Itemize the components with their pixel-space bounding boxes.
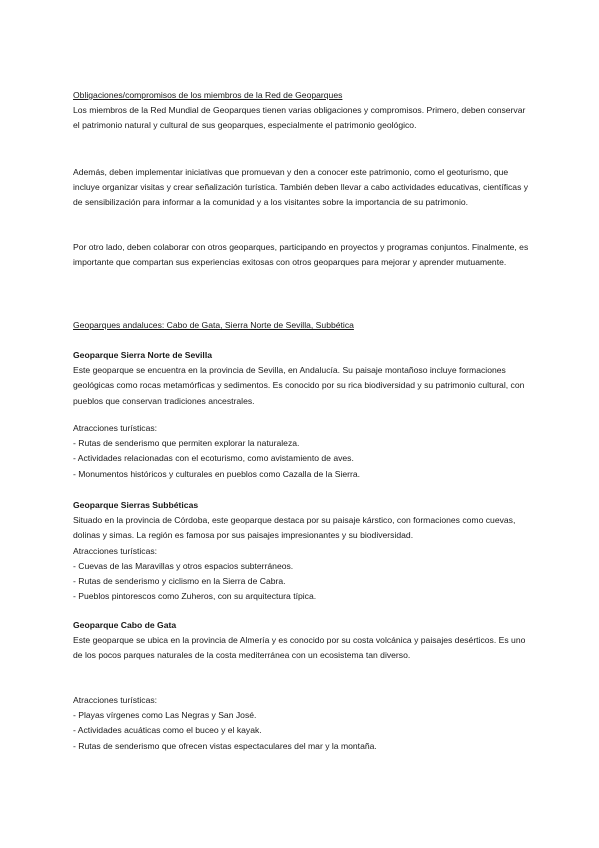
attractions-label: Atracciones turísticas: (73, 545, 158, 556)
geopark-subbeticas (73, 498, 533, 604)
list-item: - Rutas de senderismo que permiten explorar la naturaleza. (73, 438, 300, 449)
andalusia-heading-block (73, 318, 533, 333)
geopark-description: Situado en la provincia de Córdoba, este geoparque destaca por su paisaje kárstico, con formaciones como cuevas, dolinas y simas. La región es famosa por sus paisajes impresionantes y su biodiversidad. (73, 515, 516, 541)
obligations-section (73, 88, 533, 134)
geopark-sierra-norte-attractions (73, 421, 533, 482)
obligations-paragraph-2-block (73, 165, 533, 211)
list-item: - Rutas de senderismo que ofrecen vistas espectaculares del mar y la montaña. (73, 740, 377, 751)
list-item: - Playas vírgenes como Las Negras y San José. (73, 710, 257, 721)
andalusia-heading: Geoparques andaluces: Cabo de Gata, Sierra Norte de Sevilla, Subbética (73, 320, 354, 330)
geopark-title: Geoparque Sierras Subbéticas (73, 500, 199, 510)
attractions-label: Atracciones turísticas: (73, 695, 158, 705)
geopark-description: Este geoparque se ubica en la provincia de Almería y es conocido por su costa volcánica y paisajes desérticos. Es uno de los pocos parques naturales de la costa mediterránea con un ecosistema tan diverso. (73, 635, 526, 661)
obligations-heading: Obligaciones/compromisos de los miembros de la Red de Geoparques (73, 90, 343, 100)
list-item: - Actividades acuáticas como el buceo y el kayak. (73, 725, 262, 736)
obligations-paragraph-1: Los miembros de la Red Mundial de Geoparques tienen varias obligaciones y compromisos. Primero, deben conservar el patrimonio natural y cultural de sus geoparques, especialmente el patrimonio geológico. (73, 105, 526, 131)
attractions-list (73, 559, 533, 605)
list-item: - Actividades relacionadas con el ecoturismo, como avistamiento de aves. (73, 453, 354, 464)
list-item: - Monumentos históricos y culturales en pueblos como Cazalla de la Sierra. (73, 468, 361, 479)
attractions-label: Atracciones turísticas: (73, 423, 158, 433)
attractions-list (73, 708, 533, 754)
obligations-paragraph-2: Además, deben implementar iniciativas que promuevan y den a conocer este patrimonio, como el geoturismo, que incluye organizar visitas y crear señalización turística. También deben llevar a cabo actividades educativas, científicas y de sensibilización para informar a la comunidad y a los visitantes sobre la importancia de su patrimonio. (73, 167, 529, 208)
attractions-list (73, 436, 533, 482)
list-item: - Rutas de senderismo y ciclismo en la Sierra de Cabra. (73, 576, 286, 587)
geopark-description: Este geoparque se encuentra en la provincia de Sevilla, en Andalucía. Su paisaje montañoso incluye formaciones geológicas como rocas metamórficas y sedimentos. Es conocido por su rica biodiversidad y su patrimonio cultural, con pueblos que conservan tradiciones ancestrales. (73, 365, 525, 406)
geopark-title: Geoparque Sierra Norte de Sevilla (73, 350, 212, 360)
list-item: - Pueblos pintorescos como Zuheros, con su arquitectura típica. (73, 591, 317, 602)
list-item: - Cuevas de las Maravillas y otros espacios subterráneos. (73, 560, 294, 571)
geopark-sierra-norte (73, 348, 533, 409)
geopark-cabo-de-gata-attractions (73, 693, 533, 754)
obligations-paragraph-3: Por otro lado, deben colaborar con otros geoparques, participando en proyectos y programas conjuntos. Finalmente, es importante que compartan sus experiencias exitosas con otros geoparques para mejorar y aprender mutuamente. (73, 242, 529, 268)
obligations-paragraph-3-block (73, 240, 533, 270)
geopark-title: Geoparque Cabo de Gata (73, 620, 177, 630)
geopark-cabo-de-gata (73, 618, 533, 664)
